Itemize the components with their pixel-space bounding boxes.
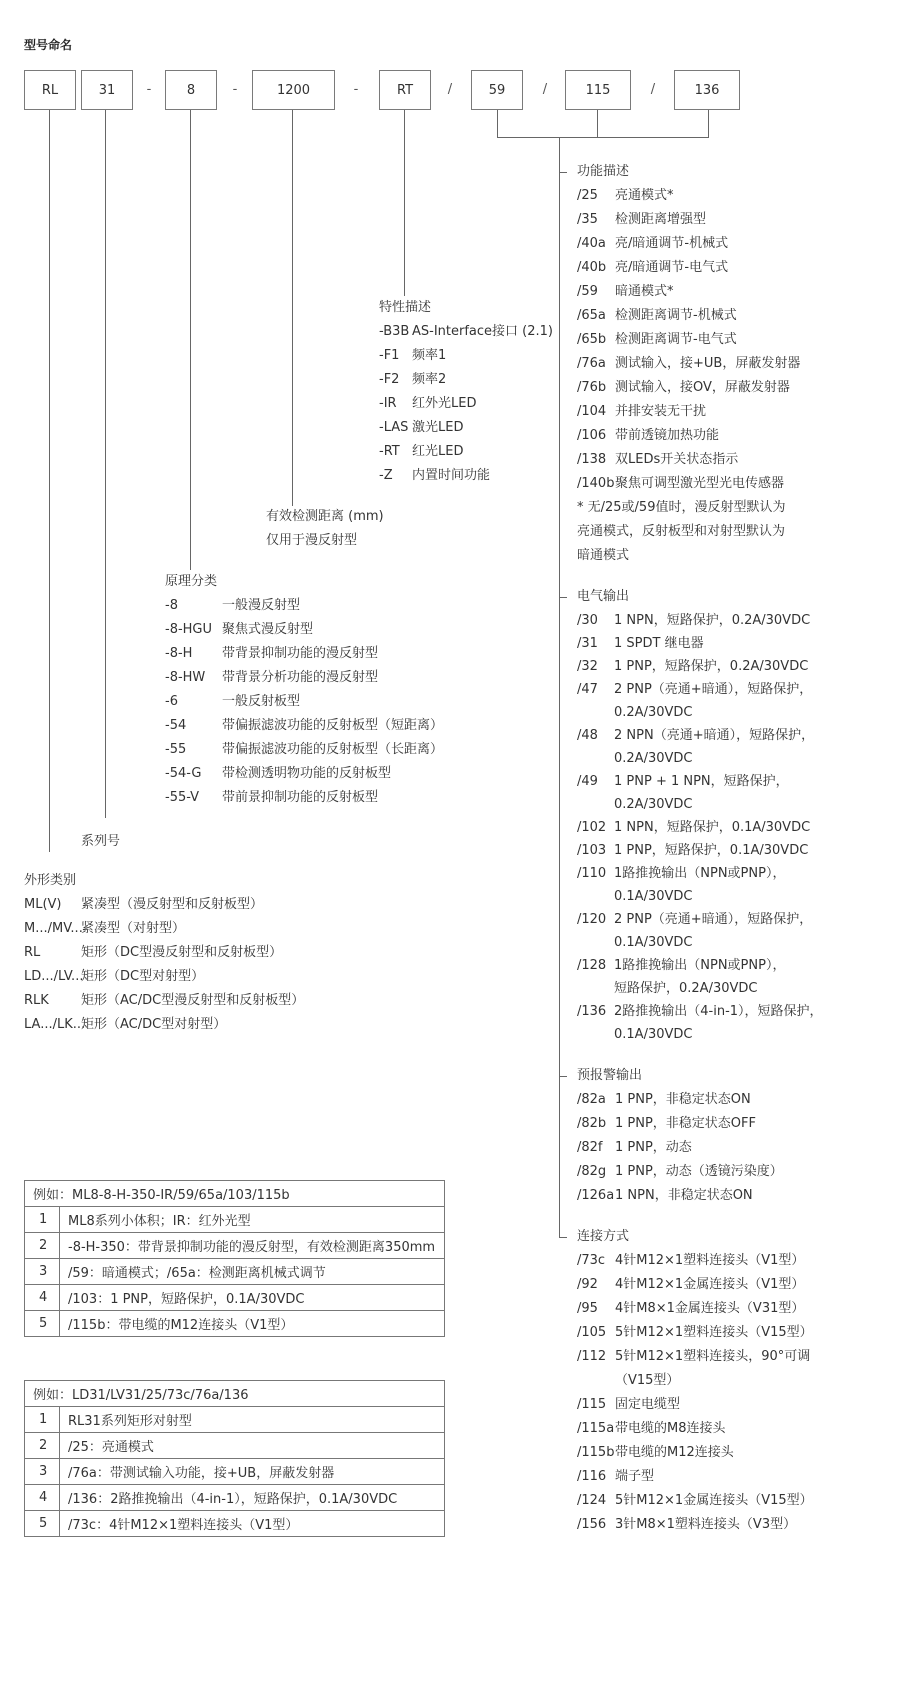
item-code: /112: [577, 1349, 607, 1364]
item-code: -55: [165, 742, 187, 757]
item-description: 1 PNP，动态（透镜污染度）: [615, 1164, 783, 1179]
item-description: 测试输入，接+UB，屏蔽发射器: [615, 356, 801, 371]
model-segment-box: 1200: [252, 70, 335, 110]
item-description: 矩形（AC/DC型对射型）: [81, 1017, 227, 1032]
model-segment-box: RL: [24, 70, 76, 110]
table-row: [25, 1511, 445, 1537]
item-description: 一般反射板型: [222, 694, 301, 709]
table-row: [25, 1207, 445, 1233]
item-description: 3针M8×1塑料连接头（V3型）: [615, 1517, 797, 1532]
table-row: [25, 1259, 445, 1285]
item-description: 固定电缆型: [615, 1397, 681, 1412]
item-description: 1 PNP，非稳定状态ON: [615, 1092, 751, 1107]
item-description: 4针M12×1塑料连接头（V1型）: [615, 1253, 805, 1268]
item-code: /48: [577, 728, 598, 743]
row-text: /103：1 PNP，短路保护，0.1A/30VDC: [60, 1285, 445, 1311]
item-code: /140b: [577, 476, 615, 491]
item-code: /65a: [577, 308, 606, 323]
item-description: 聚焦可调型激光型光电传感器: [615, 476, 785, 491]
model-separator: -: [232, 82, 238, 97]
item-code: /102: [577, 820, 607, 835]
item-description: 2路推挽输出（4-in-1），短路保护，: [614, 1004, 823, 1019]
item-description: 双LEDs开关状态指示: [615, 452, 739, 467]
item-description: 5针M12×1金属连接头（V15型）: [615, 1493, 813, 1508]
row-text: /76a：带测试输入功能，接+UB，屏蔽发射器: [60, 1459, 445, 1485]
row-number: 4: [25, 1285, 60, 1311]
distance-line: 有效检测距离 (mm): [266, 509, 384, 524]
example-header: 例如：ML8-8-H-350-IR/59/65a/103/115b: [25, 1181, 445, 1207]
model-separator: /: [542, 82, 548, 97]
item-code: /59: [577, 284, 598, 299]
section-heading: 外形类别: [24, 873, 77, 888]
table-row: [25, 1233, 445, 1259]
item-description: 2 PNP（亮通+暗通），短路保护，: [614, 682, 813, 697]
item-description: 1 SPDT 继电器: [614, 636, 704, 651]
item-code: /76a: [577, 356, 606, 371]
item-code: -55-V: [165, 790, 200, 805]
item-code: /110: [577, 866, 607, 881]
section-heading: 功能描述: [577, 164, 630, 179]
item-description: 0.2A/30VDC: [614, 751, 693, 766]
item-code: LA.../LK...: [24, 1017, 86, 1032]
model-separator: /: [650, 82, 656, 97]
item-description: 0.1A/30VDC: [614, 889, 693, 904]
item-code: LD.../LV...: [24, 969, 84, 984]
model-segment-box: 115: [565, 70, 631, 110]
item-description: 0.1A/30VDC: [614, 1027, 693, 1042]
item-description: 带偏振滤波功能的反射板型（短距离）: [222, 718, 444, 733]
item-description: 带前景抑制功能的反射板型: [222, 790, 379, 805]
model-separator: -: [353, 82, 359, 97]
item-description: 0.2A/30VDC: [614, 705, 693, 720]
row-text: /59：暗通模式；/65a：检测距离机械式调节: [60, 1259, 445, 1285]
item-description: 带背景抑制功能的漫反射型: [222, 646, 379, 661]
item-code: M.../MV...: [24, 921, 83, 936]
item-code: /82g: [577, 1164, 607, 1179]
item-description: 测试输入，接OV，屏蔽发射器: [615, 380, 790, 395]
item-code: /103: [577, 843, 607, 858]
item-description: 2 NPN（亮通+暗通），短路保护，: [614, 728, 815, 743]
item-code: /82a: [577, 1092, 606, 1107]
row-number: 4: [25, 1485, 60, 1511]
item-code: RL: [24, 945, 41, 960]
item-description: 1 PNP，短路保护，0.2A/30VDC: [614, 659, 809, 674]
table-row: [25, 1459, 445, 1485]
section-heading: 电气输出: [577, 589, 630, 604]
item-description: 亮通模式*: [615, 188, 674, 203]
item-code: /25: [577, 188, 598, 203]
item-description: 矩形（DC型对射型）: [81, 969, 205, 984]
item-code: -F2: [379, 372, 400, 387]
item-code: /120: [577, 912, 607, 927]
item-code: /116: [577, 1469, 607, 1484]
item-code: /136: [577, 1004, 607, 1019]
table-row: [25, 1433, 445, 1459]
table-row: [25, 1407, 445, 1433]
model-separator: /: [447, 82, 453, 97]
item-description: 1 PNP，动态: [615, 1140, 692, 1155]
item-description: 端子型: [615, 1469, 655, 1484]
model-separator: -: [146, 82, 152, 97]
item-description: 激光LED: [412, 420, 464, 435]
row-text: ML8系列小体积；IR：红外光型: [60, 1207, 445, 1233]
model-segment-box: 136: [674, 70, 740, 110]
item-description: 矩形（DC型漫反射型和反射板型）: [81, 945, 283, 960]
item-description: 1 NPN，短路保护，0.2A/30VDC: [614, 613, 811, 628]
item-code: ML(V): [24, 897, 62, 912]
item-code: /115a: [577, 1421, 615, 1436]
item-code: /35: [577, 212, 598, 227]
item-description: 2 PNP（亮通+暗通），短路保护，: [614, 912, 813, 927]
row-number: 2: [25, 1433, 60, 1459]
item-description: 1路推挽输出（NPN或PNP），: [614, 866, 786, 881]
item-code: -Z: [379, 468, 393, 483]
item-code: /73c: [577, 1253, 606, 1268]
item-description: 带电缆的M8连接头: [615, 1421, 726, 1436]
item-code: /126a: [577, 1188, 615, 1203]
item-description: 矩形（AC/DC型漫反射型和反射板型）: [81, 993, 305, 1008]
item-code: /30: [577, 613, 598, 628]
item-code: /82f: [577, 1140, 603, 1155]
item-description: 0.2A/30VDC: [614, 797, 693, 812]
item-code: /31: [577, 636, 598, 651]
row-text: /73c：4针M12×1塑料连接头（V1型）: [60, 1511, 445, 1537]
item-code: /156: [577, 1517, 607, 1532]
item-description: 1 NPN，短路保护，0.1A/30VDC: [614, 820, 811, 835]
row-number: 5: [25, 1311, 60, 1337]
function-note: 亮通模式，反射板型和对射型默认为: [577, 524, 786, 539]
table-row: [25, 1311, 445, 1337]
row-number: 2: [25, 1233, 60, 1259]
item-code: /82b: [577, 1116, 607, 1131]
item-code: /138: [577, 452, 607, 467]
item-code: -6: [165, 694, 178, 709]
item-description: 带检测透明物功能的反射板型: [222, 766, 392, 781]
item-code: /32: [577, 659, 598, 674]
item-description: 亮/暗通调节-机械式: [615, 236, 729, 251]
example-header: 例如：LD31/LV31/25/73c/76a/136: [25, 1381, 445, 1407]
row-text: RL31系列矩形对射型: [60, 1407, 445, 1433]
item-code: /65b: [577, 332, 607, 347]
row-number: 1: [25, 1207, 60, 1233]
model-segment-box: RT: [379, 70, 431, 110]
section-heading: 预报警输出: [577, 1068, 643, 1083]
item-description: 带背景分析功能的漫反射型: [222, 670, 379, 685]
item-description: 4针M8×1金属连接头（V31型）: [615, 1301, 805, 1316]
model-segment-box: 8: [165, 70, 217, 110]
item-code: /124: [577, 1493, 607, 1508]
item-description: 1 PNP，非稳定状态OFF: [615, 1116, 756, 1131]
row-text: /25：亮通模式: [60, 1433, 445, 1459]
example-table-1: [24, 1180, 445, 1337]
row-number: 5: [25, 1511, 60, 1537]
item-description: 1路推挽输出（NPN或PNP），: [614, 958, 786, 973]
item-code: /40b: [577, 260, 607, 275]
item-description: 检测距离调节-电气式: [615, 332, 737, 347]
page-title: 型号命名: [24, 38, 73, 52]
item-description: 聚焦式漫反射型: [222, 622, 314, 637]
series-label: 系列号: [81, 834, 121, 849]
function-note: 暗通模式: [577, 548, 630, 563]
table-row: [25, 1485, 445, 1511]
section-heading: 特性描述: [379, 300, 432, 315]
item-description: 紧凑型（对射型）: [81, 921, 186, 936]
item-description: 5针M12×1塑料连接头，90°可调: [615, 1349, 811, 1364]
item-code: /106: [577, 428, 607, 443]
item-description: 0.1A/30VDC: [614, 935, 693, 950]
item-code: /104: [577, 404, 607, 419]
item-description: 紧凑型（漫反射型和反射板型）: [81, 897, 264, 912]
item-description: 暗通模式*: [615, 284, 674, 299]
item-code: -54: [165, 718, 187, 733]
item-code: /47: [577, 682, 598, 697]
item-code: /40a: [577, 236, 606, 251]
row-text: /115b：带电缆的M12连接头（V1型）: [60, 1311, 445, 1337]
item-code: -LAS: [379, 420, 409, 435]
item-code: /76b: [577, 380, 607, 395]
item-description: AS-Interface接口 (2.1): [412, 324, 553, 339]
item-description: 4针M12×1金属连接头（V1型）: [615, 1277, 805, 1292]
item-code: RLK: [24, 993, 49, 1008]
section-heading: 原理分类: [165, 574, 218, 589]
item-code: -B3B: [379, 324, 410, 339]
distance-line: 仅用于漫反射型: [266, 533, 358, 548]
item-description: 带电缆的M12连接头: [615, 1445, 734, 1460]
item-description: 并排安装无干扰: [615, 404, 707, 419]
item-description: 一般漫反射型: [222, 598, 301, 613]
row-number: 1: [25, 1407, 60, 1433]
item-code: -RT: [379, 444, 400, 459]
row-number: 3: [25, 1259, 60, 1285]
item-code: /49: [577, 774, 598, 789]
row-text: -8-H-350：带背景抑制功能的漫反射型，有效检测距离350mm: [60, 1233, 445, 1259]
example-table-2: [24, 1380, 445, 1537]
item-code: /105: [577, 1325, 607, 1340]
item-code: -8-HW: [165, 670, 206, 685]
item-description: 带偏振滤波功能的反射板型（长距离）: [222, 742, 444, 757]
item-description: 1 NPN，非稳定状态ON: [615, 1188, 753, 1203]
item-code: -IR: [379, 396, 397, 411]
item-description: 检测距离调节-机械式: [615, 308, 737, 323]
item-code: -8-H: [165, 646, 193, 661]
item-code: /115: [577, 1397, 607, 1412]
item-code: /115b: [577, 1445, 615, 1460]
item-description: 亮/暗通调节-电气式: [615, 260, 729, 275]
item-description: 频率1: [412, 348, 447, 363]
item-code: -8: [165, 598, 178, 613]
item-description: 5针M12×1塑料连接头（V15型）: [615, 1325, 813, 1340]
table-row: [25, 1285, 445, 1311]
item-description: 短路保护，0.2A/30VDC: [614, 981, 758, 996]
item-description: 红光LED: [412, 444, 464, 459]
item-code: -8-HGU: [165, 622, 213, 637]
item-description: 带前透镜加热功能: [615, 428, 720, 443]
item-description: 1 PNP，短路保护，0.1A/30VDC: [614, 843, 809, 858]
item-description: 检测距离增强型: [615, 212, 707, 227]
item-description: 1 PNP + 1 NPN，短路保护，: [614, 774, 789, 789]
model-segment-box: 59: [471, 70, 523, 110]
item-code: /128: [577, 958, 607, 973]
item-code: -F1: [379, 348, 400, 363]
item-code: /95: [577, 1301, 598, 1316]
item-description: 内置时间功能: [412, 468, 491, 483]
item-description: 频率2: [412, 372, 447, 387]
item-code: -54-G: [165, 766, 202, 781]
row-number: 3: [25, 1459, 60, 1485]
function-note: * 无/25或/59值时，漫反射型默认为: [577, 500, 786, 515]
section-heading: 连接方式: [577, 1229, 630, 1244]
item-description: （V15型）: [615, 1373, 680, 1388]
model-segment-box: 31: [81, 70, 133, 110]
item-description: 红外光LED: [412, 396, 477, 411]
item-code: /92: [577, 1277, 598, 1292]
row-text: /136：2路推挽输出（4-in-1），短路保护，0.1A/30VDC: [60, 1485, 445, 1511]
